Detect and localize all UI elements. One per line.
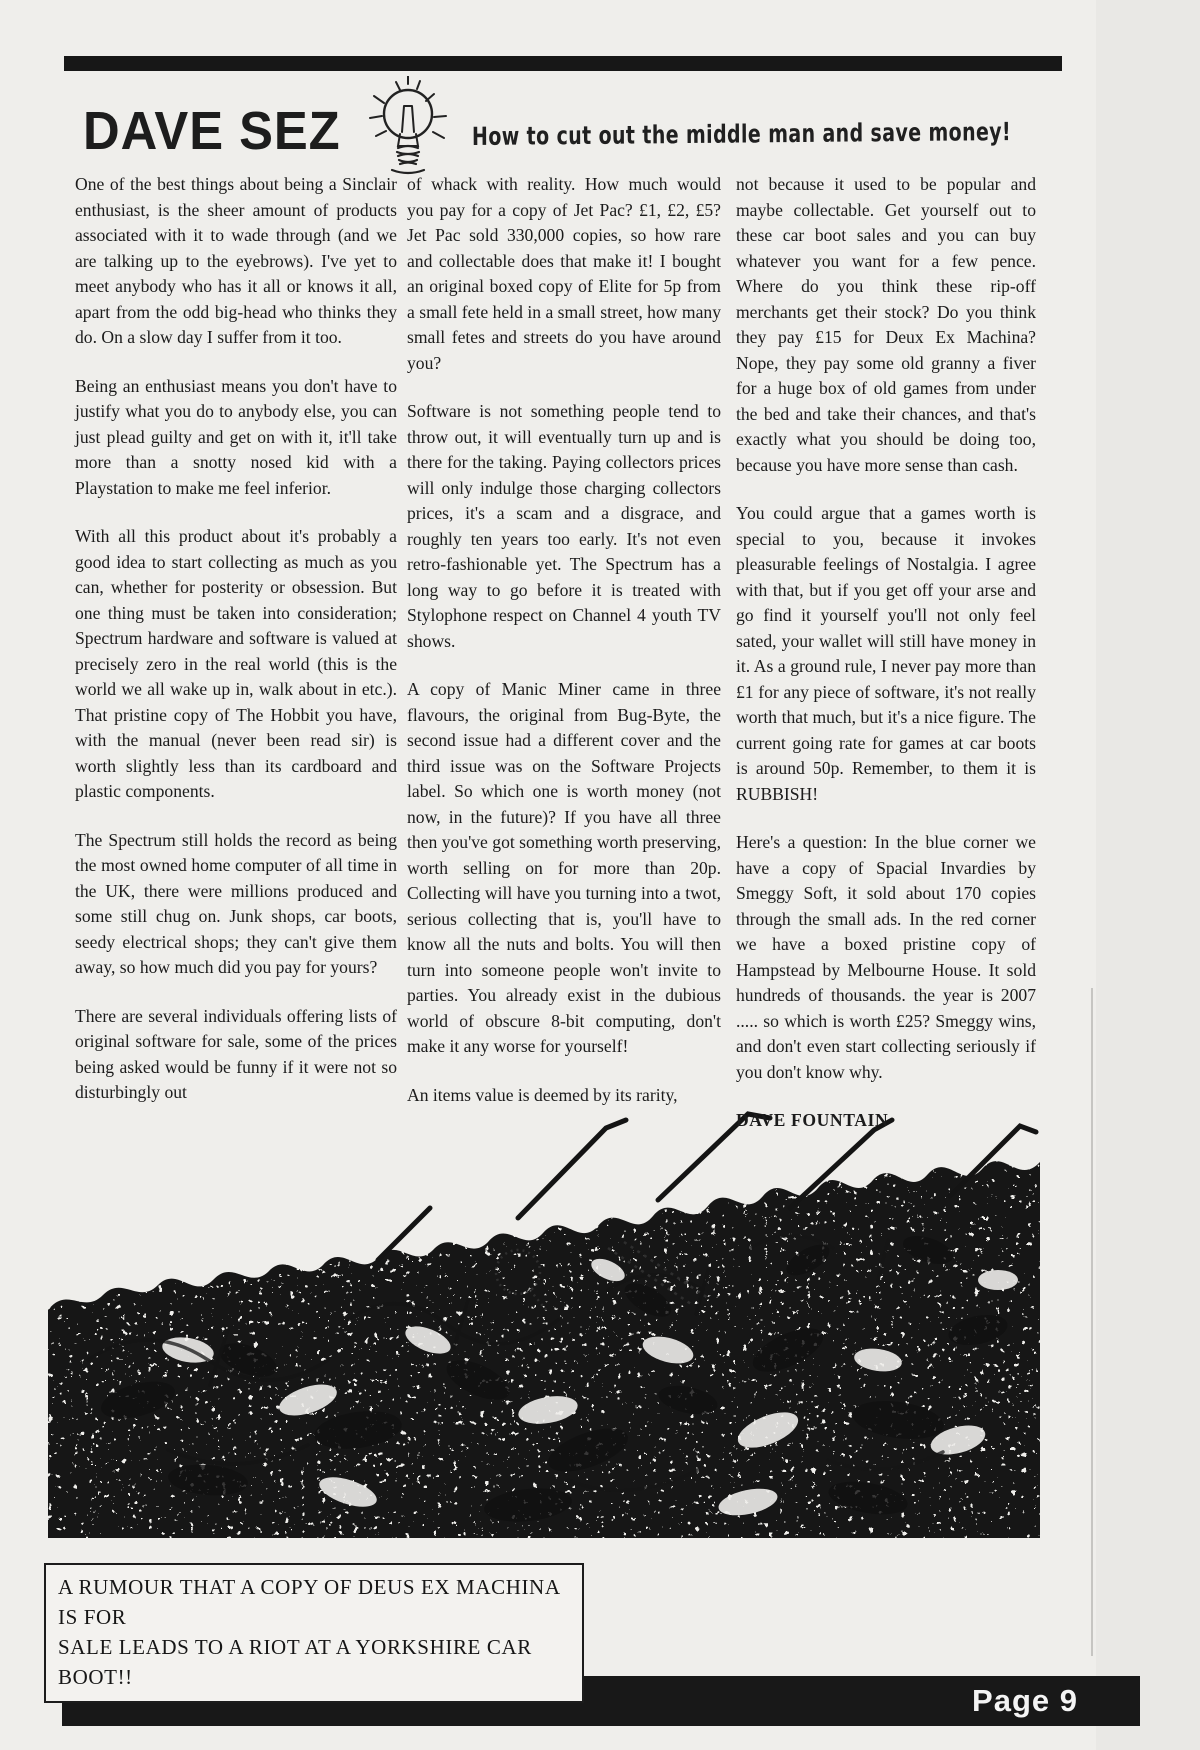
page-title: DAVE SEZ xyxy=(83,101,341,161)
scan-artifact-line xyxy=(1091,988,1093,1656)
author-byline: DAVE FOUNTAIN xyxy=(736,1110,889,1130)
riot-illustration-svg xyxy=(48,1100,1040,1538)
article-column-3 xyxy=(736,172,1036,1157)
page-number: Page 9 xyxy=(972,1683,1078,1718)
paragraph: With all this product about it's probably a good idea to start collecting as much as you can, whether for posterity or obsession. But one thing must be taken into consideration; Spectrum hardware and software is valued at precisely zero in the real world (this is the world we all wake up in, walk about in etc.). That pristine copy of The Hobbit you have, with the manual (never been read sir) is worth slightly less than its cardboard and plastic components. xyxy=(75,526,397,801)
riot-illustration xyxy=(48,1100,1040,1538)
illustration-caption xyxy=(44,1563,584,1703)
paragraph: There are several individuals offering lists of original software for sale, some of the prices being asked would be funny if it were not so disturbingly out xyxy=(75,1005,397,1102)
top-rule xyxy=(64,56,1062,71)
paragraph: One of the best things about being a Sinclair enthusiast, is the sheer amount of products associated with it to wade through (and we are talking up to the eyebrows). I've yet to meet anybody who has it all or knows it all, apart from the odd big-head who thinks they do. On a slow day I suffer from it too. xyxy=(75,174,397,347)
paragraph: Being an enthusiast means you don't have to justify what you do to anybody else, you can just plead guilty and get on with it, it'll take more than a snotty nosed kid with a Playstation to make me feel inferior. xyxy=(75,375,397,498)
paragraph: The Spectrum still holds the record as being the most owned home computer of all time in the UK, there were millions produced and some still chug on. Junk shops, car boots, seedy electrical shops; they can't give them away, so how much did you pay for yours? xyxy=(75,829,397,977)
paragraph: You could argue that a games worth is special to you, because it invokes pleasurable feelings of Nostalgia. I agree with that, but if you get off your arse and go find it yourself you'll not only feel sated, your wallet will still have money in it. As a ground rule, I never pay more than £1 for any piece of software, it's not really worth that much, but it's a nice figure. The current going rate for games at car boots is around 50p. Remember, to them it is RUBBISH! xyxy=(736,503,1036,804)
article-column-2 xyxy=(407,172,721,1131)
paragraph: Here's a question: In the blue corner we have a copy of Spacial Invardies by Smeggy Soft, it sold about 170 copies through the small ads. In the red corner we have a boxed pristine copy of Hampstead by Melbourne House. It sold hundreds of thousands. the year is 2007 ..... so which is worth £25? Smeggy wins, and don't even start collecting seriously if you don't know why. xyxy=(736,832,1036,1082)
article-headline: How to cut out the middle man and save money! xyxy=(471,117,1012,151)
paragraph: of whack with reality. How much would you pay for a copy of Jet Pac? £1, £2, £5? Jet Pac sold 330,000 copies, so how rare and collectable does that make it! I bought an original boxed copy of Elite for 5p from a small fete held in a small street, how many small fetes and streets do you have around you? xyxy=(407,174,721,373)
caption-line: SALE LEADS TO A RIOT AT A YORKSHIRE CAR BOOT!! xyxy=(58,1635,532,1689)
article-column-1 xyxy=(75,172,397,1129)
scan-page-edge xyxy=(1096,0,1200,1750)
paragraph: Software is not something people tend to throw out, it will eventually turn up and is there for the taking. Paying collectors prices will only indulge those charging collectors prices, it's a scam and a disgrace, and roughly ten years too early. It's not even retro-fashionable yet. The Spectrum has a long way to go before it is treated with Stylophone respect on Channel 4 youth TV shows. xyxy=(407,401,721,651)
caption-line: A RUMOUR THAT A COPY OF DEUS EX MACHINA IS FOR xyxy=(58,1575,560,1629)
paragraph: not because it used to be popular and maybe collectable. Get yourself out to these car boot sales and you can buy whatever you want for a few pence. Where do you think these rip-off merchants get their stock? Do you think they pay £15 for Deux Ex Machina? Nope, they pay some old granny a fiver for a huge box of old games from under the bed and take their chances, and that's exactly what you should be doing too, because you have more sense than cash. xyxy=(736,174,1036,475)
paragraph: A copy of Manic Miner came in three flavours, the original from Bug-Byte, the second issue had a different cover and the third issue was on the Software Projects label. So which one is worth money (not now, in the future)? If you have all three then you've got something worth preserving, worth selling on for more than 20p. Collecting will have you turning into a twot, serious collecting that is, you'll have to know all the nuts and bolts. You will then turn into someone people won't invite to parties. You already exist in the dubious world of obscure 8-bit computing, don't make it any worse for yourself! xyxy=(407,679,721,1056)
lightbulb-icon xyxy=(362,76,454,180)
paragraph: An items value is deemed by its rarity, xyxy=(407,1084,678,1105)
